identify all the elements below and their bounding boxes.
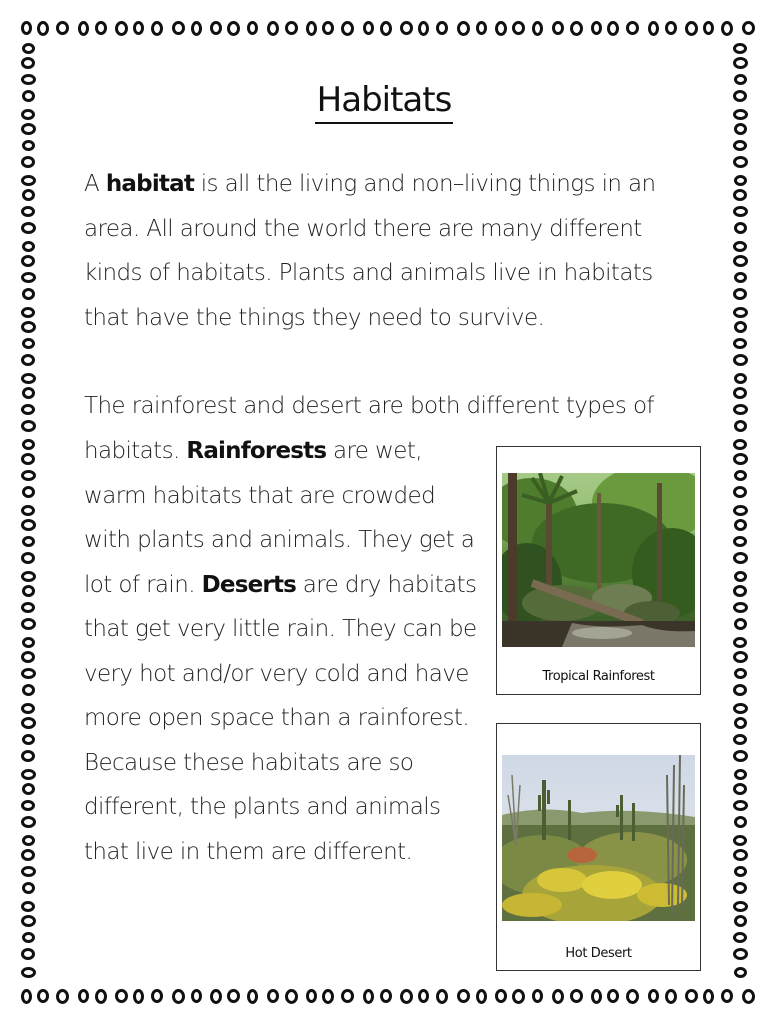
- border-circle-top: [151, 21, 163, 36]
- border-circle-bottom: [115, 989, 128, 1003]
- page-title: Habitats: [0, 80, 768, 124]
- border-circle-left: [21, 420, 36, 432]
- border-circle-right: [733, 585, 747, 597]
- border-circle-top: [400, 21, 413, 35]
- border-circle-top: [267, 21, 279, 36]
- border-circle-right: [733, 307, 748, 318]
- border-circle-bottom: [418, 989, 429, 1003]
- border-circle-top: [626, 21, 639, 35]
- border-circle-right: [733, 536, 747, 547]
- border-circle-left: [21, 222, 36, 234]
- border-circle-left: [22, 241, 35, 252]
- border-circle-right: [734, 571, 747, 582]
- rainforest-photo-card: [496, 446, 701, 695]
- border-circle-bottom: [191, 989, 202, 1003]
- border-circle-right: [733, 156, 748, 168]
- border-circle-bottom: [133, 989, 144, 1004]
- border-circle-bottom: [363, 989, 374, 1004]
- border-circle-left: [22, 439, 35, 450]
- border-circle-top: [210, 21, 222, 35]
- border-circle-top: [363, 21, 374, 35]
- border-circle-left: [21, 651, 35, 663]
- border-circle-right: [733, 453, 748, 465]
- border-circle-right: [733, 637, 747, 648]
- border-circle-top: [95, 21, 107, 35]
- border-circle-top: [133, 21, 144, 35]
- border-circle-top: [115, 21, 128, 36]
- border-circle-right: [734, 717, 747, 729]
- border-circle-bottom: [457, 989, 470, 1003]
- border-circle-top: [285, 21, 298, 35]
- border-circle-bottom: [285, 989, 298, 1004]
- border-circle-bottom: [400, 989, 413, 1004]
- border-circle-left: [22, 536, 35, 547]
- border-circle-left: [21, 915, 36, 927]
- border-circle-bottom: [380, 989, 392, 1003]
- border-circle-top: [607, 21, 619, 36]
- border-circle-bottom: [591, 989, 602, 1004]
- border-circle-left: [22, 882, 35, 894]
- body-paragraph: habitats. Rainforests are wet, warm habitats that are crowded with plants and animals. They get a lot of rain. Deserts are dry habitats that get very little rain. They can be very hot and/or very cold and have more open space than a rainforest. Because these habitats are so different, the plants and animals that live in them are different.: [84, 438, 477, 865]
- border-circle-right: [733, 651, 748, 663]
- border-circle-left: [22, 338, 35, 349]
- border-circle-left: [22, 140, 35, 151]
- border-circle-right: [734, 420, 747, 432]
- border-circle-right: [734, 321, 747, 333]
- border-circle-right: [733, 189, 747, 201]
- border-circle-bottom: [151, 989, 163, 1003]
- border-circle-bottom: [512, 989, 525, 1004]
- border-circle-bottom: [607, 989, 619, 1003]
- border-circle-top: [512, 21, 525, 35]
- border-circle-right: [734, 915, 747, 927]
- border-circle-left: [21, 948, 35, 960]
- desert-caption: Hot Desert: [565, 946, 632, 961]
- border-circle-right: [733, 241, 747, 252]
- rainforest-photo: [502, 473, 695, 647]
- border-circle-bottom: [626, 989, 639, 1004]
- border-circle-bottom: [210, 989, 222, 1004]
- border-circle-bottom: [532, 989, 543, 1003]
- border-circle-top: [476, 21, 487, 35]
- border-circle-left: [21, 354, 35, 366]
- border-circle-left: [21, 717, 36, 729]
- border-circle-top: [532, 21, 543, 36]
- border-circle-left: [21, 901, 35, 912]
- border-circle-top: [591, 21, 602, 35]
- desert-photo: [502, 755, 695, 921]
- border-circle-top: [247, 21, 258, 35]
- border-circle-left: [21, 57, 35, 69]
- border-circle-right: [733, 288, 747, 300]
- body-paragraph-first-line: The rainforest and desert are both different types of: [84, 393, 654, 419]
- border-circle-right: [734, 272, 747, 283]
- border-circle-bottom: [685, 989, 698, 1003]
- border-circle-right: [733, 505, 748, 516]
- border-circle-left: [22, 734, 35, 745]
- border-circle-top: [552, 21, 564, 35]
- border-circle-left: [22, 486, 35, 498]
- border-circle-bottom: [172, 989, 185, 1004]
- border-circle-right: [733, 602, 748, 613]
- border-circle-top: [495, 21, 507, 36]
- border-circle-top: [665, 21, 677, 35]
- border-circle-top: [742, 21, 755, 35]
- border-circle-right: [733, 439, 747, 450]
- border-circle-bottom: [665, 989, 677, 1004]
- border-circle-top: [78, 21, 89, 36]
- border-circle-right: [733, 354, 748, 366]
- border-circle-right: [734, 222, 747, 234]
- border-circle-left: [22, 684, 35, 696]
- border-circle-left: [21, 453, 35, 465]
- border-circle-bottom: [267, 989, 279, 1003]
- border-circle-right: [734, 175, 747, 186]
- border-circle-right: [734, 668, 747, 679]
- border-circle-bottom: [37, 989, 49, 1003]
- border-circle-bottom: [322, 989, 334, 1004]
- border-circle-right: [734, 373, 747, 384]
- border-circle-right: [733, 206, 748, 217]
- border-circle-right: [733, 849, 748, 861]
- border-circle-right: [733, 552, 748, 564]
- border-circle-left: [21, 470, 36, 481]
- border-circle-left: [21, 552, 35, 564]
- border-circle-right: [733, 57, 748, 69]
- border-circle-left: [21, 505, 35, 516]
- border-circle-left: [21, 769, 36, 780]
- border-circle-right: [733, 404, 748, 415]
- border-circle-left: [22, 189, 35, 201]
- border-circle-left: [21, 571, 36, 582]
- border-circle-left: [21, 373, 36, 384]
- border-circle-right: [733, 901, 748, 912]
- border-circle-left: [22, 585, 35, 597]
- term-habitat: habitat: [105, 171, 195, 197]
- border-circle-left: [21, 602, 35, 613]
- border-circle-right: [734, 769, 747, 780]
- border-circle-bottom: [227, 989, 240, 1003]
- border-circle-left: [22, 783, 35, 795]
- border-circle-right: [733, 882, 747, 894]
- border-circle-left: [22, 932, 35, 943]
- border-circle-right: [733, 750, 748, 762]
- border-circle-top: [648, 21, 659, 36]
- border-circle-bottom: [306, 989, 317, 1003]
- border-circle-left: [22, 387, 35, 399]
- border-circle-top: [457, 21, 470, 36]
- border-circle-top: [21, 21, 32, 35]
- border-circle-right: [733, 703, 748, 714]
- border-circle-top: [37, 21, 49, 36]
- border-circle-right: [734, 618, 747, 630]
- border-circle-right: [733, 835, 747, 846]
- border-circle-bottom: [742, 989, 755, 1004]
- border-circle-bottom: [436, 989, 448, 1004]
- border-circle-bottom: [78, 989, 89, 1003]
- desert-photo-card: [496, 723, 701, 971]
- border-circle-bottom: [552, 989, 564, 1004]
- border-circle-top: [56, 21, 69, 35]
- border-circle-right: [733, 948, 748, 960]
- border-circle-top: [685, 21, 698, 36]
- term-rainforests: Rainforests: [186, 438, 327, 464]
- border-circle-right: [733, 140, 747, 151]
- border-circle-right: [734, 816, 747, 828]
- border-circle-left: [21, 404, 35, 415]
- border-circle-top: [306, 21, 317, 36]
- border-circle-right: [733, 734, 747, 745]
- border-circle-bottom: [495, 989, 507, 1003]
- border-circle-bottom: [95, 989, 107, 1004]
- border-circle-left: [21, 668, 36, 679]
- border-circle-left: [21, 703, 35, 714]
- border-circle-right: [733, 684, 747, 696]
- border-circle-top: [191, 21, 202, 36]
- border-circle-right: [733, 800, 748, 811]
- border-circle-left: [21, 272, 36, 283]
- border-circle-right: [733, 338, 747, 349]
- border-circle-right: [734, 123, 747, 135]
- border-circle-right: [734, 967, 747, 978]
- border-circle-left: [21, 750, 35, 762]
- border-circle-top: [570, 21, 583, 36]
- border-circle-left: [21, 800, 35, 811]
- term-deserts: Deserts: [201, 571, 297, 598]
- border-circle-right: [733, 43, 747, 54]
- border-circle-left: [21, 618, 36, 630]
- border-circle-top: [380, 21, 392, 36]
- border-circle-right: [733, 932, 747, 943]
- border-circle-right: [734, 866, 747, 877]
- border-circle-top: [172, 21, 185, 35]
- border-circle-left: [21, 816, 36, 828]
- border-circle-right: [733, 255, 748, 267]
- border-circle-left: [22, 43, 35, 54]
- rainforest-caption: Tropical Rainforest: [542, 669, 655, 684]
- border-circle-left: [21, 206, 35, 217]
- border-circle-bottom: [703, 989, 714, 1004]
- border-circle-bottom: [21, 989, 32, 1004]
- border-circle-right: [733, 387, 747, 399]
- border-circle-left: [21, 175, 36, 186]
- border-circle-top: [703, 21, 714, 35]
- border-circle-bottom: [648, 989, 659, 1003]
- border-circle-top: [341, 21, 354, 36]
- border-circle-left: [21, 255, 35, 267]
- border-circle-bottom: [570, 989, 583, 1003]
- border-circle-right: [734, 470, 747, 481]
- border-circle-bottom: [341, 989, 354, 1003]
- border-circle-left: [21, 156, 35, 168]
- border-circle-right: [733, 486, 747, 498]
- border-circle-right: [733, 783, 747, 795]
- border-circle-bottom: [721, 989, 733, 1003]
- intro-paragraph: A habitat is all the living and non–living things in an area. All around the world there are many different kinds of habitats. Plants and animals live in habitats that have the things they need to survive.: [84, 171, 656, 331]
- border-circle-bottom: [476, 989, 487, 1004]
- border-circle-left: [21, 519, 36, 531]
- border-circle-top: [721, 21, 733, 36]
- border-circle-bottom: [56, 989, 69, 1004]
- border-circle-top: [322, 21, 334, 35]
- border-circle-left: [21, 123, 36, 135]
- border-circle-bottom: [247, 989, 258, 1004]
- border-circle-left: [21, 866, 36, 877]
- border-circle-top: [436, 21, 448, 35]
- border-circle-left: [21, 307, 35, 318]
- border-circle-left: [21, 967, 36, 978]
- border-circle-left: [22, 288, 35, 300]
- border-circle-left: [22, 637, 35, 648]
- border-circle-left: [22, 835, 35, 846]
- border-circle-left: [21, 849, 35, 861]
- border-circle-top: [227, 21, 240, 36]
- border-circle-top: [418, 21, 429, 36]
- border-circle-right: [734, 519, 747, 531]
- border-circle-left: [21, 321, 36, 333]
